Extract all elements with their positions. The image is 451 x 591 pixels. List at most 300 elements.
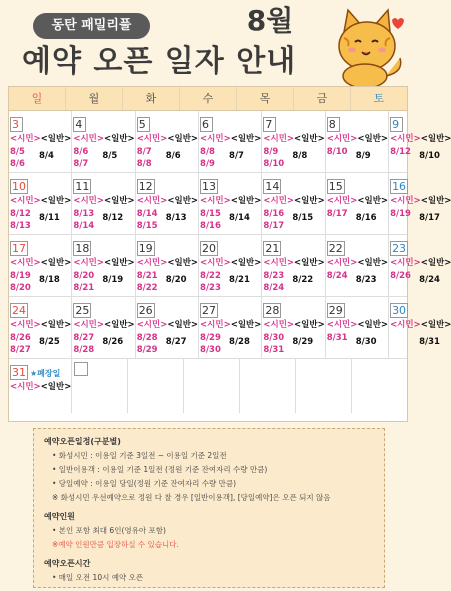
date-row <box>137 270 198 294</box>
date-row <box>390 208 451 224</box>
citizen-dates <box>137 332 166 356</box>
day-number: 7 <box>263 117 276 132</box>
day-cell <box>262 297 325 358</box>
info-heading-people: 예약인원 <box>44 512 75 521</box>
general-tag: <일반> <box>357 320 389 330</box>
general-open-date: 8/28 <box>229 337 250 347</box>
citizen-open-date: 8/28 <box>73 345 95 355</box>
day-number: 14 <box>265 180 280 193</box>
citizen-tag: <시민> <box>263 320 295 330</box>
day-number: 18 <box>75 242 90 255</box>
info-line-citizen: • 화성시민 : 이용일 기준 3일전 ~ 이용일 기준 2일전 <box>52 451 227 460</box>
empty-cell <box>240 359 296 413</box>
general-open-date: 8/5 <box>102 151 118 161</box>
general-tag: <일반> <box>420 134 451 144</box>
tag-row <box>327 319 388 331</box>
citizen-open-date: 8/27 <box>10 345 31 355</box>
day-cell <box>326 235 389 296</box>
general-open-date: 8/27 <box>165 337 187 347</box>
day-cell <box>136 111 199 172</box>
info-line-general: • 일반이용객 : 이용일 기준 1일전 (정원 기준 잔여자리 수량 만큼) <box>52 465 268 474</box>
citizen-open-date: 8/24 <box>263 283 285 293</box>
empty-cell <box>296 359 352 413</box>
citizen-tag: <시민> <box>136 134 168 144</box>
calendar-week <box>9 235 451 297</box>
citizen-tag: <시민> <box>263 134 295 144</box>
citizen-tag: <시민> <box>326 196 358 206</box>
citizen-dates <box>390 270 419 286</box>
general-open-date: 8/10 <box>419 151 440 161</box>
info-line-people: • 본인 포함 최대 6인(영유아 포함) <box>52 526 166 535</box>
citizen-open-date: 8/31 <box>326 333 348 343</box>
general-open-date: 8/17 <box>419 213 440 223</box>
citizen-open-date: 8/9 <box>200 159 215 169</box>
citizen-tag: <시민> <box>390 258 421 268</box>
citizen-dates <box>327 332 356 348</box>
date-row <box>137 146 198 170</box>
general-open-date: 8/24 <box>419 275 440 285</box>
general-tag: <일반> <box>230 258 262 268</box>
day-number: 25 <box>75 304 90 317</box>
tag-row <box>137 195 198 207</box>
day-number: 19 <box>138 242 153 255</box>
date-row <box>390 270 451 286</box>
citizen-tag: <시민> <box>200 196 231 206</box>
citizen-tag: <시민> <box>263 196 295 206</box>
general-open-date: 8/26 <box>102 337 124 347</box>
day-number: 4 <box>73 117 86 132</box>
citizen-open-date: 8/8 <box>136 159 152 169</box>
citizen-open-date: 8/23 <box>263 271 285 281</box>
date-row <box>200 208 261 232</box>
citizen-tag: <시민> <box>390 196 421 206</box>
calendar-week <box>9 111 451 173</box>
citizen-dates <box>10 146 39 170</box>
weekday-fri: 금 <box>294 87 351 110</box>
citizen-open-date: 8/20 <box>10 283 31 293</box>
weekday-sun: 일 <box>9 87 66 110</box>
citizen-tag: <시민> <box>10 258 41 268</box>
general-open-date: 8/23 <box>355 275 377 285</box>
day-number: 23 <box>392 242 407 255</box>
general-open-date: 8/18 <box>39 275 60 285</box>
general-open-date: 8/16 <box>355 213 377 223</box>
citizen-open-date: 8/14 <box>136 209 158 219</box>
day-cell <box>9 173 72 234</box>
citizen-open-date: 8/29 <box>136 345 158 355</box>
general-tag: <일반> <box>40 382 72 392</box>
tag-row <box>73 319 134 331</box>
citizen-tag: <시민> <box>263 258 295 268</box>
day-number: 8 <box>327 117 340 132</box>
tag-row <box>390 195 451 207</box>
citizen-dates <box>390 332 419 348</box>
citizen-open-date: 8/19 <box>10 271 31 281</box>
day-number: 16 <box>392 180 407 193</box>
general-tag: <일반> <box>420 258 451 268</box>
day-number: 3 <box>10 117 23 132</box>
general-tag: <일반> <box>104 320 135 330</box>
general-tag: <일반> <box>294 320 325 330</box>
weekday-header <box>9 87 407 111</box>
general-tag: <일반> <box>40 258 72 268</box>
general-tag: <일반> <box>420 196 451 206</box>
citizen-open-date: 8/7 <box>136 147 152 157</box>
date-row <box>327 208 388 224</box>
day-cell <box>72 111 135 172</box>
citizen-open-date: 8/21 <box>73 283 95 293</box>
general-open-date: 8/9 <box>355 151 371 161</box>
tag-row <box>263 257 324 269</box>
citizen-open-date: 8/6 <box>10 159 25 169</box>
general-open-date: 8/7 <box>229 151 244 161</box>
citizen-tag: <시민> <box>73 196 105 206</box>
day-cell <box>199 297 262 358</box>
citizen-dates <box>10 270 39 294</box>
day-number: 30 <box>392 304 407 317</box>
citizen-tag: <시민> <box>326 258 358 268</box>
day-cell <box>136 173 199 234</box>
citizen-open-date: 8/14 <box>73 221 95 231</box>
tag-row <box>10 257 71 269</box>
general-open-date: 8/15 <box>292 213 314 223</box>
general-tag: <일반> <box>294 196 325 206</box>
empty-cell <box>352 359 407 413</box>
date-row <box>73 208 134 232</box>
date-row <box>390 146 451 162</box>
citizen-dates <box>10 208 39 232</box>
citizen-open-date: 8/12 <box>10 209 31 219</box>
empty-cell <box>128 359 184 413</box>
day-number: 9 <box>390 117 403 132</box>
calendar-weeks <box>9 111 451 359</box>
citizen-open-date: 8/8 <box>200 147 215 157</box>
info-warning: ※예약 인원만큼 입장하실 수 있습니다. <box>52 540 179 549</box>
day-cell <box>389 173 451 234</box>
citizen-open-date: 8/22 <box>136 283 158 293</box>
weekday-mon: 월 <box>66 87 123 110</box>
general-open-date: 8/25 <box>39 337 60 347</box>
day-number: 10 <box>12 180 26 193</box>
citizen-open-date: 8/23 <box>200 283 221 293</box>
citizen-dates <box>200 146 229 170</box>
tag-row <box>390 133 451 145</box>
citizen-dates <box>263 208 292 232</box>
general-tag: <일반> <box>420 320 451 330</box>
day-cell <box>9 297 72 358</box>
citizen-tag: <시민> <box>326 134 358 144</box>
general-tag: <일반> <box>230 196 262 206</box>
day-number: 20 <box>202 242 217 255</box>
day-cell <box>389 235 451 296</box>
date-row <box>200 332 261 356</box>
day-cell <box>9 359 72 413</box>
general-open-date: 8/29 <box>292 337 314 347</box>
general-tag: <일반> <box>40 196 72 206</box>
weekday-thu: 목 <box>237 87 294 110</box>
general-open-date: 8/8 <box>292 151 308 161</box>
general-tag: <일반> <box>104 196 135 206</box>
general-tag: <일반> <box>167 258 199 268</box>
cat-mascot-icon <box>322 2 410 90</box>
citizen-dates <box>73 332 102 356</box>
citizen-dates <box>73 208 102 232</box>
citizen-open-date: 8/30 <box>263 333 285 343</box>
date-row <box>390 332 451 348</box>
citizen-tag: <시민> <box>136 196 168 206</box>
citizen-dates <box>263 146 292 170</box>
tag-row <box>263 195 324 207</box>
tag-row <box>137 133 198 145</box>
citizen-tag: <시민> <box>10 382 41 392</box>
tag-row <box>327 195 388 207</box>
citizen-open-date: 8/28 <box>136 333 158 343</box>
citizen-open-date: 8/10 <box>263 159 285 169</box>
tag-row <box>10 319 71 331</box>
general-open-date: 8/20 <box>165 275 187 285</box>
general-open-date: 8/22 <box>292 275 314 285</box>
date-row <box>10 332 71 356</box>
citizen-tag: <시민> <box>326 320 358 330</box>
citizen-open-date: 8/16 <box>263 209 285 219</box>
citizen-tag: <시민> <box>10 320 41 330</box>
citizen-open-date: 8/24 <box>326 271 348 281</box>
day-cell <box>199 173 262 234</box>
date-row <box>263 146 324 170</box>
citizen-tag: <시민> <box>200 258 231 268</box>
general-tag: <일반> <box>357 258 389 268</box>
tag-row <box>327 133 388 145</box>
citizen-open-date: 8/7 <box>73 159 89 169</box>
citizen-open-date: 8/9 <box>263 147 279 157</box>
day-number: 17 <box>12 242 26 255</box>
citizen-open-date: 8/15 <box>200 209 221 219</box>
citizen-tag: <시민> <box>136 320 168 330</box>
day-cell <box>9 235 72 296</box>
citizen-open-date: 8/27 <box>73 333 95 343</box>
citizen-open-date: 8/13 <box>10 221 31 231</box>
tag-row <box>137 257 198 269</box>
general-open-date: 8/13 <box>165 213 187 223</box>
weekday-tue: 화 <box>123 87 180 110</box>
general-tag: <일반> <box>40 134 72 144</box>
citizen-tag: <시민> <box>10 134 41 144</box>
citizen-open-date: 8/30 <box>200 345 221 355</box>
date-row <box>263 208 324 232</box>
info-line-time: • 매일 오전 10시 예약 오픈 <box>52 573 144 582</box>
citizen-open-date: 8/20 <box>73 271 95 281</box>
venue-badge: 동탄 패밀리풀 <box>33 13 150 39</box>
date-row <box>200 270 261 294</box>
date-row <box>10 146 71 170</box>
general-open-date: 8/11 <box>39 213 60 223</box>
info-heading-schedule: 예약오픈일정(구분별) <box>44 437 121 446</box>
day-number: 31 <box>12 366 26 379</box>
citizen-dates <box>327 146 356 162</box>
date-row <box>137 208 198 232</box>
day-number: 6 <box>200 117 213 132</box>
citizen-dates <box>263 332 292 356</box>
citizen-dates <box>137 270 166 294</box>
calendar-week-last <box>9 359 407 413</box>
citizen-open-date: 8/13 <box>73 209 95 219</box>
general-tag: <일반> <box>104 134 135 144</box>
date-row <box>73 332 134 356</box>
day-number: 28 <box>265 304 280 317</box>
citizen-open-date: 8/19 <box>390 209 411 219</box>
date-row <box>73 146 134 170</box>
tag-row <box>73 257 134 269</box>
general-open-date: 8/30 <box>355 337 377 347</box>
day-cell <box>199 235 262 296</box>
tag-row <box>390 319 451 331</box>
citizen-dates <box>390 146 419 162</box>
citizen-dates <box>73 146 102 170</box>
citizen-open-date: 8/10 <box>326 147 348 157</box>
day-cell <box>136 235 199 296</box>
citizen-tag: <시민> <box>73 320 105 330</box>
day-cell <box>9 111 72 172</box>
day-cell <box>389 111 451 172</box>
info-heading-time: 예약오픈시간 <box>44 559 91 568</box>
day-number: 15 <box>328 180 343 193</box>
tag-row <box>10 195 71 207</box>
weekday-sat: 토 <box>373 92 385 105</box>
general-tag: <일반> <box>230 134 262 144</box>
general-tag: <일반> <box>294 258 325 268</box>
citizen-open-date: 8/22 <box>200 271 221 281</box>
citizen-dates <box>390 208 419 224</box>
calendar-week <box>9 173 451 235</box>
citizen-dates <box>10 332 39 356</box>
tag-row <box>73 195 134 207</box>
tag-row <box>10 381 71 393</box>
calendar-week <box>9 297 451 359</box>
general-tag: <일반> <box>230 320 262 330</box>
citizen-tag: <시민> <box>200 320 231 330</box>
info-line-sameday: • 당일예약 : 이용일 당일(정원 기준 잔여자리 수량 만큼) <box>52 479 237 488</box>
day-cell <box>326 111 389 172</box>
citizen-open-date: 8/15 <box>136 221 158 231</box>
general-open-date: 8/21 <box>229 275 250 285</box>
day-number: 21 <box>265 242 280 255</box>
general-open-date: 8/14 <box>229 213 250 223</box>
tag-row <box>73 133 134 145</box>
general-tag: <일반> <box>294 134 325 144</box>
citizen-open-date: 8/12 <box>390 147 411 157</box>
day-cell <box>262 235 325 296</box>
citizen-dates <box>137 146 166 170</box>
citizen-dates <box>263 270 292 294</box>
general-open-date: 8/19 <box>102 275 124 285</box>
day-cell <box>136 297 199 358</box>
citizen-open-date: 8/17 <box>263 221 285 231</box>
citizen-dates <box>200 208 229 232</box>
citizen-dates <box>73 270 102 294</box>
day-cell <box>326 297 389 358</box>
citizen-tag: <시민> <box>10 196 41 206</box>
date-row <box>73 270 134 294</box>
citizen-open-date: 8/5 <box>10 147 25 157</box>
date-row <box>327 270 388 286</box>
tag-row <box>10 133 71 145</box>
citizen-dates <box>327 208 356 224</box>
general-tag: <일반> <box>357 134 389 144</box>
info-note: ※ 화성시민 우선예약으로 정원 다 찰 경우 [일반이용객], [당일예약]은 오픈 되지 않음 <box>52 493 331 502</box>
day-cell <box>262 173 325 234</box>
tag-row <box>200 133 261 145</box>
citizen-dates <box>200 270 229 294</box>
citizen-open-date: 8/26 <box>390 271 411 281</box>
page-title: 예약 오픈 일자 안내 <box>22 44 297 79</box>
general-open-date: 8/6 <box>165 151 181 161</box>
day-cell <box>199 111 262 172</box>
month-label: 8월 <box>246 4 294 37</box>
general-open-date: 8/4 <box>39 151 54 161</box>
date-row <box>263 270 324 294</box>
day-number: 5 <box>137 117 150 132</box>
empty-cell <box>72 359 128 413</box>
citizen-tag: <시민> <box>200 134 231 144</box>
tag-row <box>390 257 451 269</box>
citizen-open-date: 8/16 <box>200 221 221 231</box>
day-number: 29 <box>328 304 343 317</box>
citizen-dates <box>137 208 166 232</box>
citizen-open-date: 8/26 <box>10 333 31 343</box>
empty-cell <box>184 359 240 413</box>
general-tag: <일반> <box>40 320 72 330</box>
citizen-open-date: 8/17 <box>326 209 348 219</box>
general-tag: <일반> <box>167 196 199 206</box>
day-number: 24 <box>12 304 26 317</box>
citizen-tag: <시민> <box>136 258 168 268</box>
citizen-tag: <시민> <box>390 320 421 330</box>
blank-day-box <box>74 362 88 376</box>
date-row <box>200 146 261 170</box>
day-cell <box>72 297 135 358</box>
date-row <box>327 146 388 162</box>
day-number: 13 <box>202 180 217 193</box>
general-open-date: 8/12 <box>102 213 124 223</box>
citizen-open-date: 8/21 <box>136 271 158 281</box>
citizen-open-date: 8/6 <box>73 147 89 157</box>
tag-row <box>137 319 198 331</box>
day-number: 11 <box>75 180 90 193</box>
citizen-tag: <시민> <box>73 258 105 268</box>
tag-row <box>200 195 261 207</box>
citizen-tag: <시민> <box>390 134 421 144</box>
general-open-date: 8/31 <box>419 337 440 347</box>
tag-row <box>263 319 324 331</box>
day-number: 27 <box>202 304 217 317</box>
citizen-dates <box>200 332 229 356</box>
date-row <box>10 208 71 232</box>
info-box <box>33 428 385 588</box>
closing-day-note: ★폐장일 <box>30 369 61 378</box>
day-number: 22 <box>328 242 343 255</box>
day-cell <box>72 235 135 296</box>
general-tag: <일반> <box>167 320 199 330</box>
date-row <box>10 270 71 294</box>
citizen-dates <box>327 270 356 286</box>
general-tag: <일반> <box>357 196 389 206</box>
day-cell <box>72 173 135 234</box>
citizen-open-date: 8/31 <box>263 345 285 355</box>
general-tag: <일반> <box>167 134 199 144</box>
tag-row <box>200 319 261 331</box>
day-cell <box>326 173 389 234</box>
date-row <box>137 332 198 356</box>
